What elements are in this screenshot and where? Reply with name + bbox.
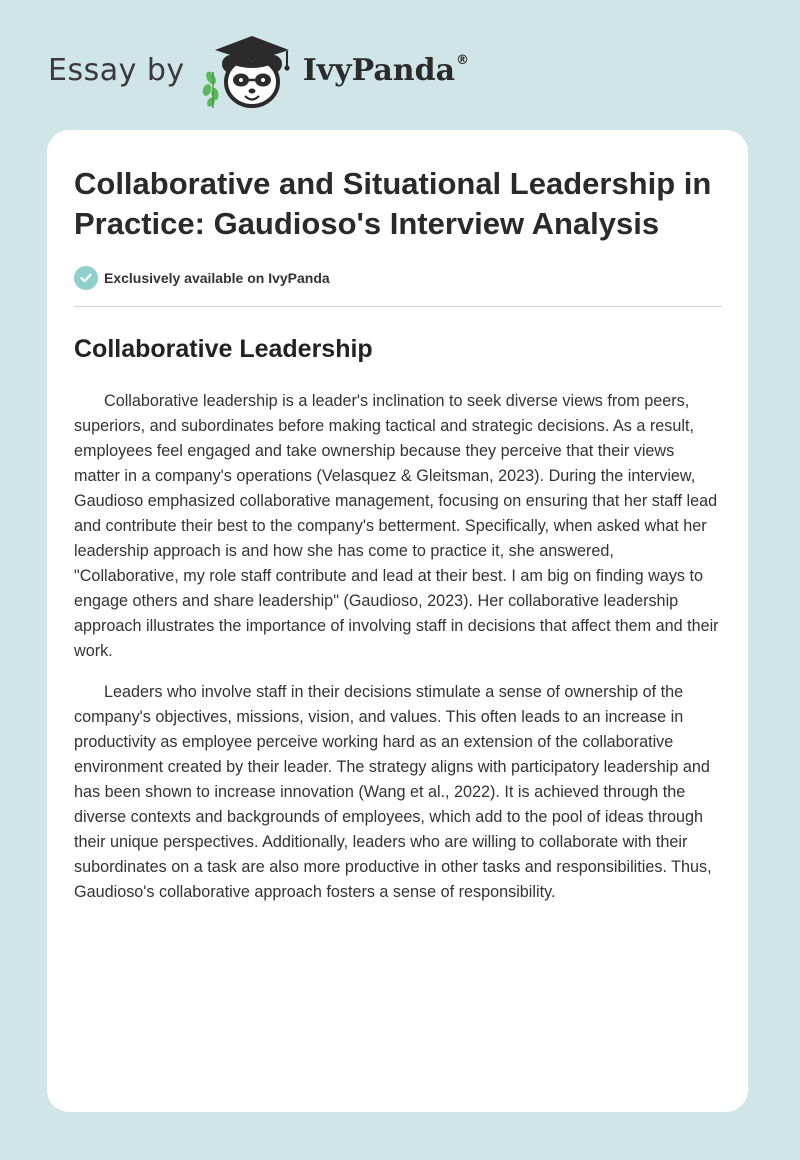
brand-header[interactable]: [48, 28, 469, 112]
essay-card: [47, 130, 748, 1112]
paragraph: Collaborative leadership is a leader's inclination to seek diverse views from peers, superiors, and subordinates before making tactical and strategic decisions. As a result, employees feel engaged and take ownership because they perceive that their views matter in a company's operations (Velasquez & Gleitsman, 2023). During the interview, Gaudioso emphasized collaborative management, focusing on ensuring that her staff lead and contribute their best to the company's betterment. Specifically, when asked what her leadership approach is and how she has come to practice it, she answered, "Collaborative, my role staff contribute and lead at their best. I am big on finding ways to engage others and share leadership" (Gaudioso, 2023). Her collaborative leadership approach illustrates the importance of involving staff in decisions that affect them and their work.: [74, 392, 719, 660]
badge-text: Exclusively available on IvyPanda: [104, 270, 330, 286]
brand-prefix: Essay by: [48, 52, 185, 88]
brand-name: IvyPanda: [302, 52, 456, 88]
exclusive-badge: [74, 266, 722, 290]
section-heading: Collaborative Leadership: [74, 335, 373, 363]
panda-graduate-icon: [201, 28, 297, 112]
check-circle-icon: [74, 266, 98, 290]
divider: [74, 306, 722, 307]
page-title: Collaborative and Situational Leadership in Practice: Gaudioso's Interview Analysis: [74, 166, 712, 241]
paragraph: Leaders who involve staff in their decisions stimulate a sense of ownership of the company's objectives, missions, vision, and values. This often leads to an increase in productivity as employee perceive working hard as an extension of the collaborative environment created by their leader. The strategy aligns with participatory leadership and has been shown to increase innovation (Wang et al., 2022). It is achieved through the diverse contexts and backgrounds of employees, which add to the pool of ideas through their unique perspectives. Additionally, leaders who are willing to collaborate with their subordinates on a task are also more productive in other tasks and responsibilities. Thus, Gaudioso's collaborative approach fosters a sense of responsibility.: [74, 683, 712, 901]
registered-mark: ®: [456, 52, 470, 68]
